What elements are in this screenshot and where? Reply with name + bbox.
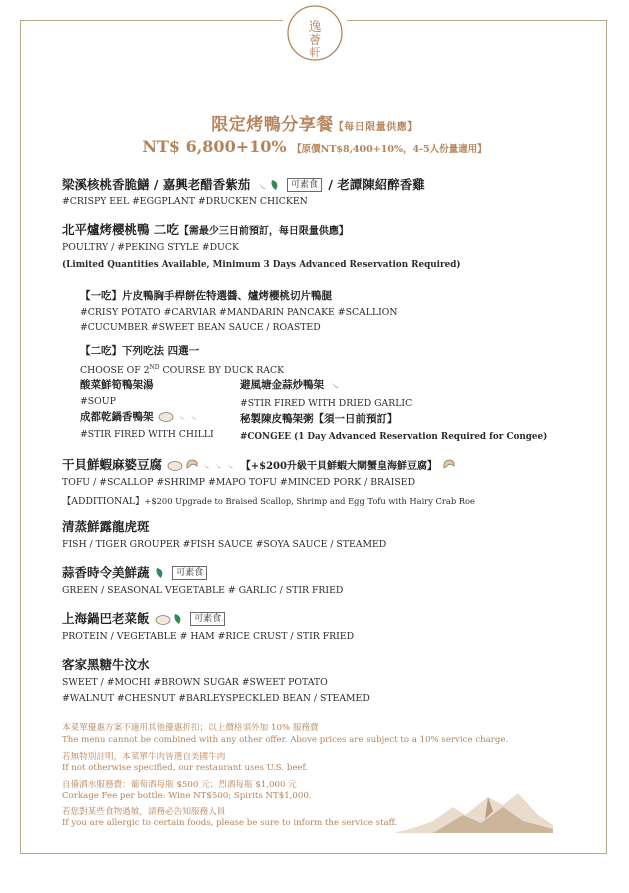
title-text: 限定烤鴨分享餐 bbox=[211, 115, 334, 135]
price-note: 【原價NT$8,400+10%，4-5人份量適用】 bbox=[292, 144, 487, 155]
dish-7-desc-2: #WALNUT #CHESNUT #BARLEYSPECKLED BEAN / STEAMED bbox=[62, 693, 370, 704]
note-4-en: If you are allergic to certain foods, please be sure to inform the service staff. bbox=[62, 818, 398, 828]
logo-seal-icon bbox=[283, 1, 347, 65]
option-3-name: 避風塘金蒜炒鴨架 bbox=[240, 379, 324, 391]
chili-icon bbox=[188, 410, 198, 426]
dish-6-name-text: 上海鍋巴老菜飯 bbox=[62, 611, 150, 626]
chili-icon bbox=[201, 459, 211, 475]
dish-1-name bbox=[62, 177, 425, 195]
shrimp-icon bbox=[185, 458, 199, 475]
dish-6-desc: PROTEIN / VEGETABLE # HAM #RICE CRUST / STIR FRIED bbox=[62, 631, 355, 642]
course-2-desc bbox=[80, 362, 284, 377]
additional-label: 【ADDITIONAL】 bbox=[62, 496, 145, 507]
note-1-en: The menu cannot be combined with any other offer. Above prices are subject to a 10% service charge. bbox=[62, 735, 509, 745]
dish-2-note: (Limited Quantities Available, Minimum 3 Days Advanced Reservation Required) bbox=[62, 260, 461, 270]
price-line bbox=[0, 137, 629, 156]
dish-3-name-text: 干貝鮮蝦麻婆豆腐 bbox=[62, 457, 163, 472]
course-1-desc-2: #CUCUMBER #SWEET BEAN SAUCE / ROASTED bbox=[80, 322, 321, 333]
dish-5-name-text: 蒜香時令美鮮蔬 bbox=[62, 565, 150, 580]
course-1-desc-1: #CRISY POTATO #CARVIAR #MANDARIN PANCAKE #SCALLION bbox=[80, 307, 398, 318]
dish-7-name: 客家黑糖牛汶水 bbox=[62, 657, 150, 672]
vegetarian-badge: 可素食 bbox=[172, 566, 207, 580]
dish-3-upgrade: 【+$200升級干貝鮮蝦大閘蟹皇海鮮豆腐】 bbox=[240, 461, 437, 472]
course-1-title: 【一吃】片皮鴨胸手桿餅佐特選醬、爐烤櫻桃切片鴨腿 bbox=[80, 290, 332, 302]
course-2-desc-sup: ND bbox=[149, 364, 160, 371]
leaf-icon bbox=[270, 179, 280, 195]
dish-1-name-b: / 老譚陳紹醉香雞 bbox=[328, 177, 425, 192]
dish-5-desc: GREEN / SEASONAL VEGETABLE # GARLIC / STIR FRIED bbox=[62, 585, 344, 596]
dish-1-desc: #CRISPY EEL #EGGPLANT #DRUCKEN CHICKEN bbox=[62, 196, 308, 207]
option-1-name: 酸菜鮮筍鴨架湯 bbox=[80, 379, 154, 391]
option-4-name: 秘製陳皮鴨架粥【須一日前預訂】 bbox=[240, 413, 398, 425]
chili-icon bbox=[213, 459, 223, 475]
leaf-icon bbox=[173, 613, 183, 629]
dish-3-name bbox=[62, 457, 457, 475]
course-2-desc-a: CHOOSE OF 2 bbox=[80, 365, 150, 377]
dish-1-name-a: 梁溪核桃香脆鱔 / 嘉興老醋香紫茄 bbox=[62, 177, 251, 192]
vegetarian-badge: 可素食 bbox=[190, 612, 225, 626]
vegetarian-badge: 可素食 bbox=[287, 178, 322, 192]
shellfish-icon bbox=[158, 410, 174, 426]
option-1-desc: #SOUP bbox=[80, 396, 116, 407]
title-note: 【每日限量供應】 bbox=[333, 122, 418, 133]
dish-4-name: 清蒸鮮露龍虎斑 bbox=[62, 519, 150, 534]
shellfish-icon bbox=[167, 459, 183, 475]
dish-2-desc: POULTRY / #PEKING STYLE #DUCK bbox=[62, 242, 239, 253]
shrimp-icon bbox=[442, 458, 456, 475]
chili-icon bbox=[225, 459, 235, 475]
chili-icon bbox=[256, 179, 268, 195]
note-3-en: Corkage Fee per bottle: Wine NT$500; Spirits NT$1,000. bbox=[62, 791, 312, 801]
course-2-desc-b: COURSE BY DUCK RACK bbox=[159, 365, 285, 377]
dish-7-desc-1: SWEET / #MOCHI #BROWN SUGAR #SWEET POTATO bbox=[62, 677, 328, 688]
svg-text:逸: 逸 bbox=[308, 20, 322, 35]
option-3-desc: #STIR FIRED WITH DRIED GARLIC bbox=[240, 398, 413, 409]
note-4-zh: 若您對某些食物過敏，請務必告知服務人員 bbox=[62, 807, 226, 817]
course-2-title: 【二吃】下列吃法 四選一 bbox=[80, 345, 200, 357]
option-2-desc: #STIR FIRED WITH CHILLI bbox=[80, 429, 214, 440]
option-2-row bbox=[80, 410, 199, 426]
leaf-icon bbox=[155, 567, 165, 583]
option-3-row bbox=[240, 378, 342, 394]
mountain-illustration bbox=[393, 785, 553, 839]
additional-text: +$200 Upgrade to Braised Scallop, Shrimp and Egg Tofu with Hairy Crab Roe bbox=[144, 496, 475, 506]
price-text: NT$ 6,800+10% bbox=[142, 137, 287, 156]
dish-2-name-note: 【需最少三日前預訂，每日限量供應】 bbox=[178, 226, 349, 237]
option-2-name: 成都乾鍋香鴨架 bbox=[80, 411, 154, 423]
dish-4-desc: FISH / TIGER GROUPER #FISH SAUCE #SOYA SAUCE / STEAMED bbox=[62, 539, 387, 550]
dish-6-name bbox=[62, 611, 227, 629]
note-1-zh: 本菜單優惠方案不適用其他優惠折扣；以上價格須外加 10% 服務費 bbox=[62, 723, 319, 733]
shellfish-icon bbox=[155, 613, 171, 629]
note-2-en: If not otherwise specified, our restaurant uses U.S. beef. bbox=[62, 763, 309, 773]
option-4-desc: #CONGEE (1 Day Advanced Reservation Required for Congee) bbox=[240, 432, 548, 442]
dish-3-additional bbox=[62, 495, 475, 508]
chili-icon bbox=[329, 378, 341, 394]
restaurant-logo bbox=[283, 1, 347, 65]
svg-text:軒: 軒 bbox=[309, 46, 321, 59]
dish-2-name-text: 北平爐烤櫻桃鴨 二吃 bbox=[62, 222, 179, 237]
svg-text:薈: 薈 bbox=[308, 33, 322, 47]
dish-2-name bbox=[62, 222, 349, 240]
chili-icon bbox=[176, 410, 186, 426]
page-title bbox=[0, 110, 629, 135]
dish-5-name bbox=[62, 565, 209, 583]
note-3-zh: 自備酒水服務費：葡萄酒每瓶 $500 元；烈酒每瓶 $1,000 元 bbox=[62, 780, 297, 790]
dish-3-desc: TOFU / #SCALLOP #SHRIMP #MAPO TOFU #MINCED PORK / BRAISED bbox=[62, 477, 416, 488]
note-2-zh: 若無特別註明，本菜單牛肉皆選自美國牛肉 bbox=[62, 752, 226, 762]
